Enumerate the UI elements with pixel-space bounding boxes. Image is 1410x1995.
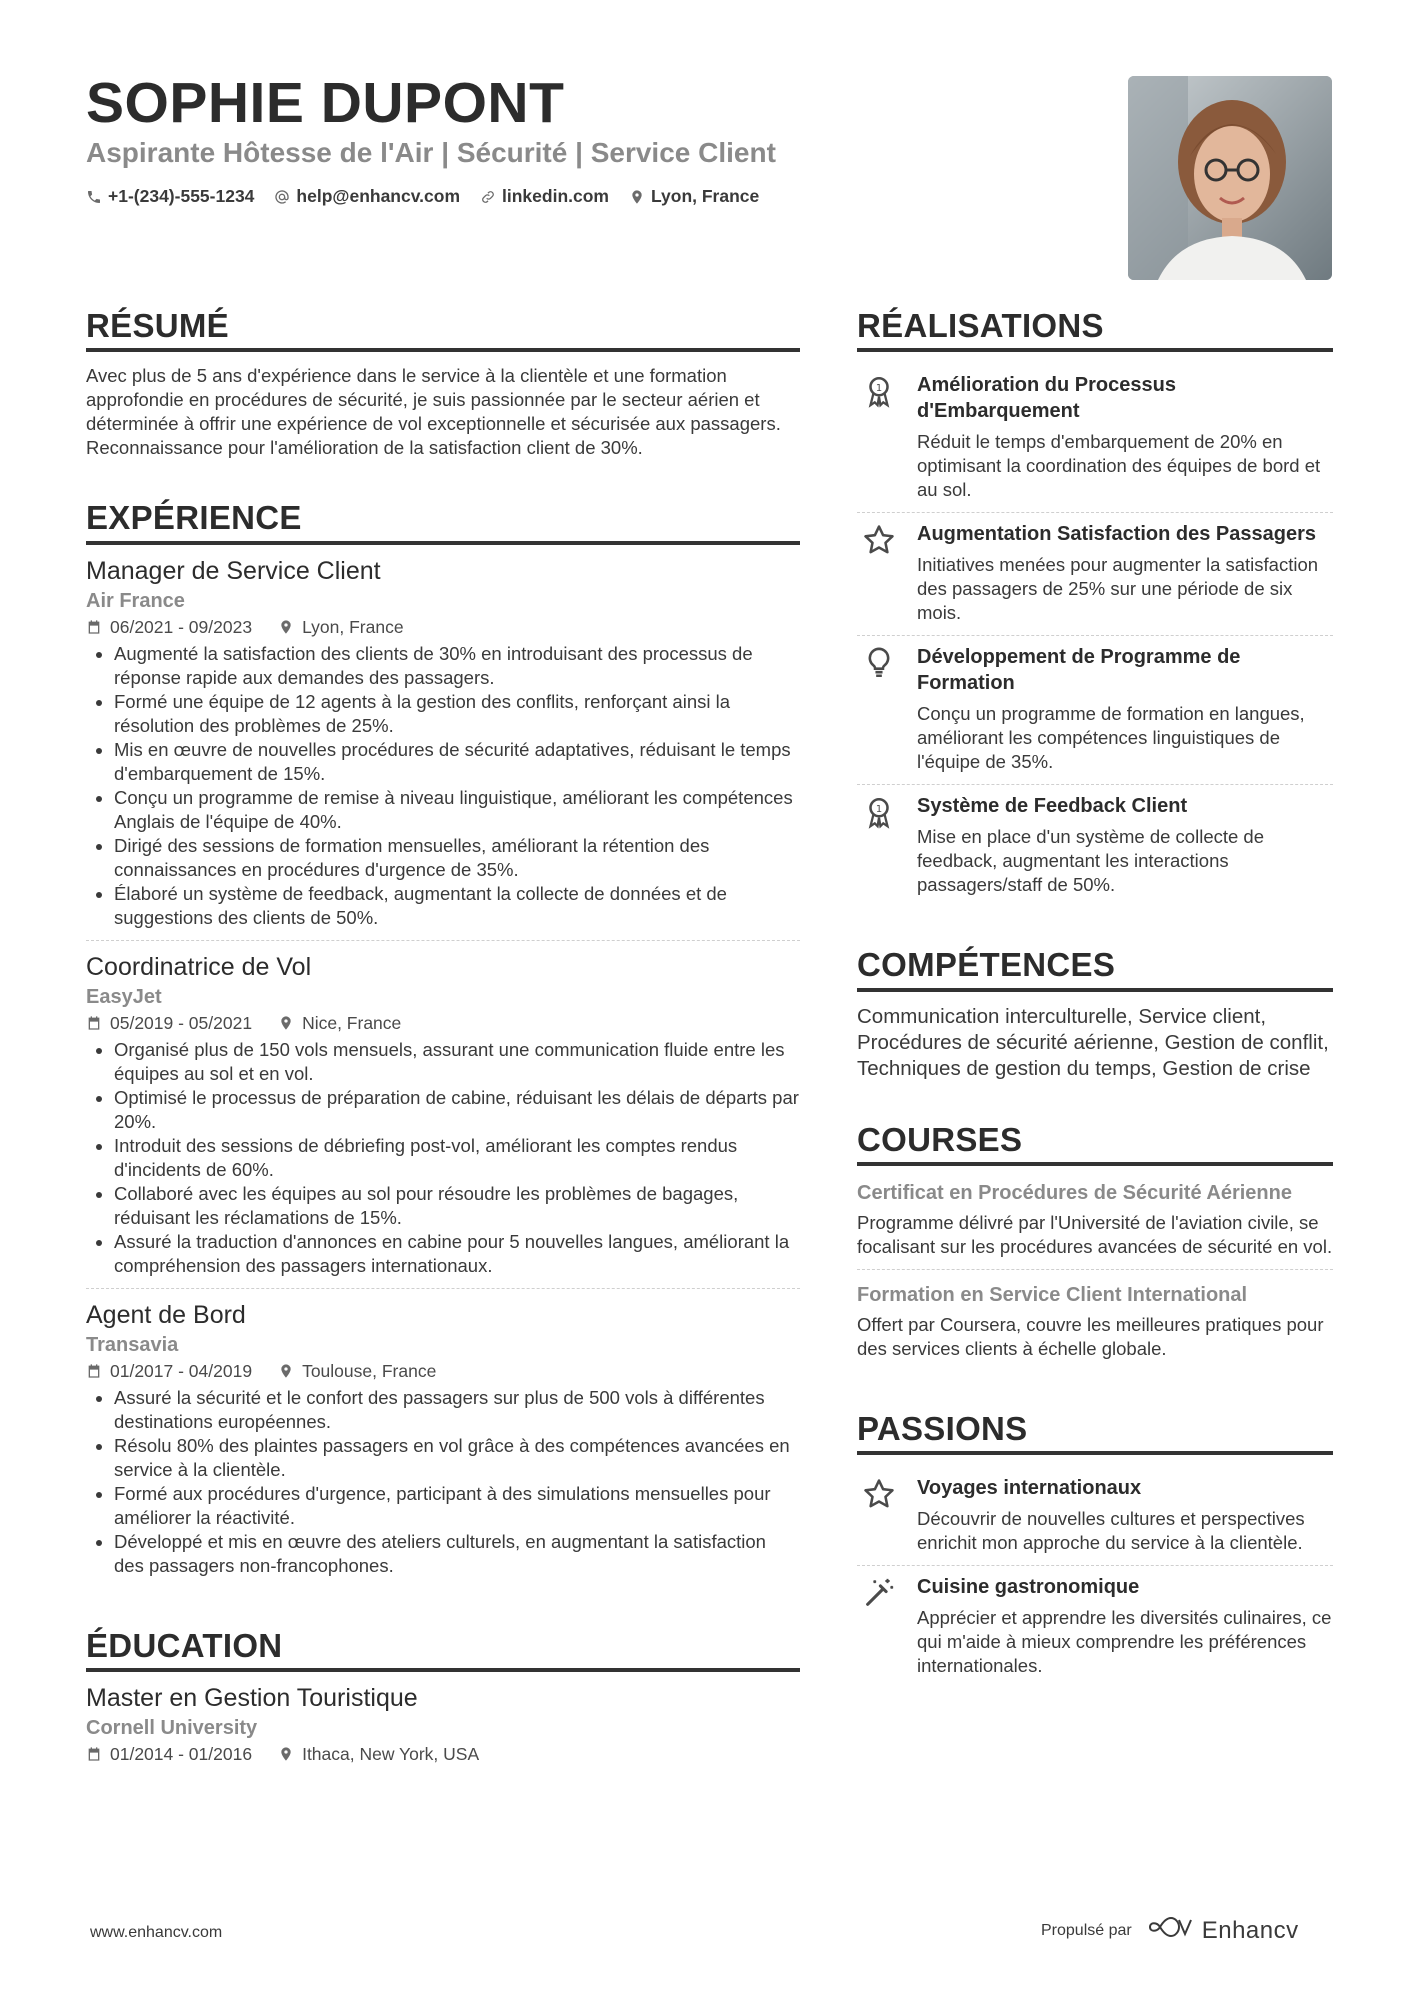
location-icon [629,189,645,205]
passion-title: Voyages internationaux [917,1477,1142,1500]
job-bullets [86,642,800,930]
achievement-desc: Mise en place d'un système de collecte de feedback, augmentant les interactions passagers/staff de 50%. [917,826,1265,896]
job-bullet: • Augmenté la satisfaction des clients de 30% en introduisant des processus de réponse rapide aux demandes des passagers. [114,642,800,690]
job-title: Manager de Service Client [86,556,381,585]
job-dates [86,617,252,638]
skills-section [857,947,1333,1081]
achievement-title: Système de Feedback Client [917,795,1188,818]
right-column [857,308,1333,1728]
contact-phone[interactable] [86,186,254,207]
award-ribbon-icon [857,793,901,897]
job-location-text: Lyon, France [302,616,404,637]
job-meta [86,617,800,638]
job-dates-text: 06/2021 - 09/2023 [110,616,253,637]
location-icon [278,1746,294,1762]
achievements-heading: RÉALISATIONS [857,308,1333,352]
job-bullet: • Optimisé le processus de préparation de cabine, réduisant les délais de départs par 20%. [114,1086,800,1134]
achievement-item [857,513,1333,636]
courses-heading: COURSES [857,1122,1333,1166]
job-bullet: • Mis en œuvre de nouvelles procédures de sécurité adaptatives, réduisant le temps d'embarquement de 15%. [114,738,800,786]
location-icon [278,619,294,635]
passions-section [857,1411,1333,1688]
skills-text: Communication interculturelle, Service client, Procédures de sécurité aérienne, Gestion de conflit, Techniques de gestion du temps, Gestion de crise [857,1004,1329,1080]
passion-title: Cuisine gastronomique [917,1576,1140,1599]
achievement-item [857,364,1333,513]
contact-location [629,186,759,207]
job-bullet: • Collaboré avec les équipes au sol pour résoudre les problèmes de bagages, réduisant les réclamations de 15%. [114,1182,800,1230]
experience-heading: EXPÉRIENCE [86,500,800,544]
calendar-icon [86,619,102,635]
course-item [857,1280,1333,1371]
job-bullet: • Introduit des sessions de débriefing post-vol, améliorant les comptes rendus d'incidents de 60%. [114,1134,800,1182]
lightbulb-icon [857,644,901,774]
link-icon [480,189,496,205]
course-desc: Offert par Coursera, couvre les meilleures pratiques pour des services clients à échelle globale. [857,1313,1324,1359]
achievement-title: Augmentation Satisfaction des Passagers [917,523,1317,546]
magic-wand-icon [857,1574,901,1678]
job-meta [86,1013,800,1034]
job-location-text: Nice, France [302,1012,402,1033]
education-section [86,1628,800,1765]
svg-text:1: 1 [875,804,883,816]
contact-email[interactable] [274,186,460,207]
calendar-icon [86,1015,102,1031]
contact-phone-text: +1-(234)-555-1234 [108,186,255,206]
passion-desc: Découvrir de nouvelles cultures et perspectives enrichit mon approche du service à la clientèle. [917,1508,1305,1554]
location-icon [278,1015,294,1031]
job-bullet: • Formé une équipe de 12 agents à la gestion des conflits, renforçant ainsi la résolution des problèmes de 25%. [114,690,800,738]
education-location-text: Ithaca, New York, USA [302,1743,480,1764]
job-entry [86,953,800,1289]
svg-text:1: 1 [875,383,883,395]
brand-logo[interactable] [1148,1916,1299,1945]
achievement-body [917,372,1333,502]
job-bullet: • Assuré la sécurité et le confort des passagers sur plus de 500 vols à différentes destinations européennes. [114,1386,800,1434]
candidate-name: SOPHIE DUPONT [86,71,565,135]
education-dates [86,1744,252,1765]
brand-name: Enhancv [1201,1916,1299,1944]
infinity-logo-icon [1148,1916,1194,1945]
job-location [278,1361,436,1382]
calendar-icon [86,1363,102,1379]
passion-item [857,1566,1333,1688]
passion-item [857,1467,1333,1566]
left-column [86,308,800,1805]
achievement-title: Amélioration du Processus d'Embarquement [917,374,1176,423]
job-bullet: • Conçu un programme de remise à niveau linguistique, améliorant les compétences Anglais de l'équipe de 40%. [114,786,800,834]
achievement-body [917,793,1333,897]
job-title: Agent de Bord [86,1300,246,1329]
education-location [278,1744,479,1765]
at-icon [274,189,290,205]
job-dates [86,1361,252,1382]
job-title: Coordinatrice de Vol [86,952,312,981]
job-bullet: • Développé et mis en œuvre des ateliers culturels, en augmentant la satisfaction des passagers non-francophones. [114,1530,800,1578]
passion-desc: Apprécier et apprendre les diversités culinaires, ce qui m'aide à mieux comprendre les préférences internationales. [917,1607,1332,1677]
job-bullet: • Élaboré un système de feedback, augmentant la collecte de données et de suggestions des clients de 50%. [114,882,800,930]
education-heading: ÉDUCATION [86,1628,800,1672]
candidate-headline: Aspirante Hôtesse de l'Air | Sécurité | Service Client [86,137,776,168]
achievement-title: Développement de Programme de Formation [917,646,1241,695]
job-bullets [86,1386,800,1578]
contact-location-text: Lyon, France [650,186,760,206]
phone-icon [86,189,102,205]
achievement-desc: Initiatives menées pour augmenter la satisfaction des passagers de 25% sur une période de six mois. [917,554,1319,624]
job-dates [86,1013,252,1034]
star-icon [857,1475,901,1555]
job-bullet: • Organisé plus de 150 vols mensuels, assurant une communication fluide entre les équipes au sol et en vol. [114,1038,800,1086]
location-icon [278,1363,294,1379]
achievement-body [917,644,1333,774]
job-company: Transavia [86,1333,179,1356]
award-ribbon-icon [857,372,901,502]
job-bullet: • Dirigé des sessions de formation mensuelles, améliorant la rétention des connaissances en procédures d'urgence de 35%. [114,834,800,882]
job-location [278,617,404,638]
job-bullet: • Assuré la traduction d'annonces en cabine pour 5 nouvelles langues, améliorant la compréhension des passagers internationaux. [114,1230,800,1278]
passion-body [917,1475,1333,1555]
education-degree: Master en Gestion Touristique [86,1683,418,1712]
achievement-desc: Conçu un programme de formation en langues, améliorant les compétences linguistiques de l'équipe de 35%. [917,703,1305,773]
achievement-item [857,785,1333,907]
course-title: Certificat en Procédures de Sécurité Aérienne [857,1181,1292,1204]
courses-section [857,1122,1333,1371]
passions-heading: PASSIONS [857,1411,1333,1455]
job-bullets [86,1038,800,1278]
star-icon [857,521,901,625]
job-company: EasyJet [86,985,162,1008]
calendar-icon [86,1746,102,1762]
course-desc: Programme délivré par l'Université de l'aviation civile, se focalisant sur les procédures avancées de sécurité en vol. [857,1211,1333,1257]
summary-text: Avec plus de 5 ans d'expérience dans le service à la clientèle et une formation approfondie en procédures de sécurité, je suis passionnée par le secteur aérien et déterminée à offrir une expérience de vol exceptionnelle et sécurisée aux passagers. Reconnaissance pour l'amélioration de la satisfaction client de 30%. [86,365,781,459]
contact-email-text: help@enhancv.com [296,186,461,206]
education-meta [86,1744,800,1765]
job-bullet: • Résolu 80% des plaintes passagers en vol grâce à des compétences avancées en service à la clientèle. [114,1434,800,1482]
skills-heading: COMPÉTENCES [857,947,1333,991]
achievement-body [917,521,1333,625]
contact-linkedin-text: linkedin.com [502,186,609,206]
footer-website[interactable]: www.enhancv.com [90,1924,223,1941]
summary-heading: RÉSUMÉ [86,308,800,352]
job-location [278,1013,401,1034]
job-dates-text: 01/2017 - 04/2019 [110,1360,253,1381]
job-meta [86,1361,800,1382]
job-entry [86,557,800,941]
course-title: Formation en Service Client International [857,1283,1248,1306]
job-company: Air France [86,589,185,612]
contact-linkedin[interactable] [480,186,609,207]
job-entry [86,1301,800,1588]
profile-photo [1128,76,1332,280]
course-item [857,1178,1333,1270]
footer-branding [1041,1916,1299,1945]
job-dates-text: 05/2019 - 05/2021 [110,1012,253,1033]
job-location-text: Toulouse, France [302,1360,437,1381]
achievement-desc: Réduit le temps d'embarquement de 20% en optimisant la coordination des équipes de bord et au sol. [917,431,1321,501]
education-dates-text: 01/2014 - 01/2016 [110,1743,253,1764]
education-school: Cornell University [86,1716,258,1739]
experience-section [86,500,800,1587]
powered-by-text: Propulsé par [1041,1921,1132,1939]
passion-body [917,1574,1333,1678]
job-bullet: • Formé aux procédures d'urgence, participant à des simulations mensuelles pour améliorer la réactivité. [114,1482,800,1530]
achievement-item [857,636,1333,785]
achievements-section [857,308,1333,907]
contact-bar [86,186,759,207]
summary-section [86,308,800,460]
